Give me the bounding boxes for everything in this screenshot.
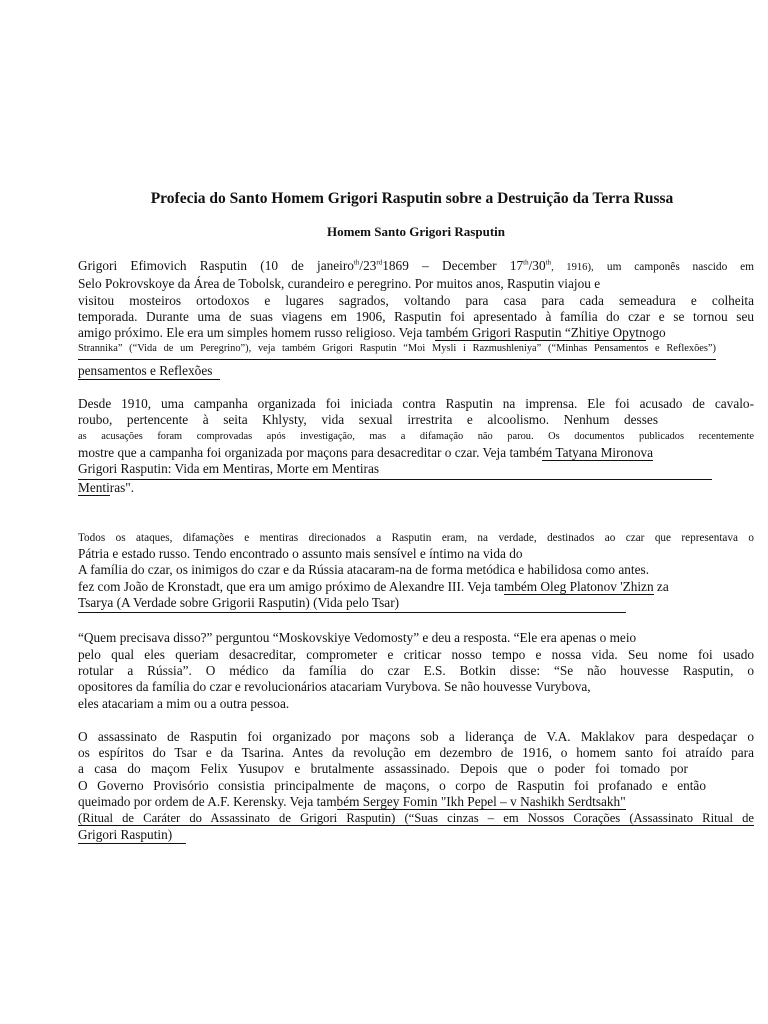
paragraph-line: os espíritos do Tsar e da Tsarina. Antes da revolução em dezembro de 1916, o homem santo foi atraído para xyxy=(78,745,754,761)
document-page xyxy=(78,190,754,860)
paragraph-line xyxy=(78,461,754,479)
paragraph-line: pelo qual eles queriam desacreditar, comprometer e criticar nosso tempo e nossa vida. Seu nome foi usado xyxy=(78,646,754,662)
reference-link[interactable]: mbém Oleg Platonov 'Zhizn xyxy=(503,578,654,594)
text-span: mostre que a campanha foi organizada por maçons para desacreditar o czar. Veja també xyxy=(78,444,542,460)
paragraph-line xyxy=(78,579,754,595)
paragraph-line: opositores da família do czar e revolucionários atacariam Vurybova. Se não houvesse Vurybova, xyxy=(78,679,591,695)
superscript: th xyxy=(523,258,529,267)
paragraph-line xyxy=(78,341,754,359)
text-span: , 1916), xyxy=(551,262,594,273)
paragraph-line xyxy=(78,325,754,341)
paragraph-line: as acusações foram comprovadas após investigação, mas a difamação não parou. Os documentos publicados recentemente xyxy=(78,430,754,442)
paragraph-4 xyxy=(78,630,754,711)
paragraph-line: Desde 1910, uma campanha organizada foi iniciada contra Rasputin na imprensa. Ele foi acusado de cavalo- xyxy=(78,396,754,412)
superscript: rd xyxy=(376,258,383,267)
paragraph-line: “Quem precisava disso?” perguntou “Moskovskiye Vedomosty” e deu a resposta. “Ele era apenas o meio xyxy=(78,630,637,646)
reference-link[interactable]: Strannika” (“Vida de um Peregrino”), veja também Grigori Rasputin “Moi Mysli i Razmushleniya” (“Minhas Pensamentos e Reflexões”) xyxy=(78,341,716,359)
reference-link[interactable]: m Tatyana Mironova xyxy=(541,444,654,460)
paragraph-line: A família do czar, os inimigos do czar e da Rússia atacaram-na de forma metódica e habilidosa como antes. xyxy=(78,562,650,578)
paragraph-line: Pátria e estado russo. Tendo encontrado o assunto mais sensível e íntimo na vida do xyxy=(78,546,523,562)
text-span: fez com João de Kronstadt, que era um amigo próximo de Alexandre III. Veja ta xyxy=(78,578,504,594)
reference-link[interactable]: bém Sergey Fomin "Ikh Pepel – v Nashikh Serdtsakh" xyxy=(336,794,626,810)
paragraph-line: a casa do maçom Felix Yusupov e brutalmente assassinado. Depois que o poder foi tomado por xyxy=(78,761,688,777)
paragraph-line: temporada. Durante uma de suas viagens em 1906, Rasputin foi apresentado à família do czar e se tornou seu xyxy=(78,308,754,324)
reference-link[interactable]: Grigori Rasputin) xyxy=(78,827,186,844)
paragraph-line: visitou mosteiros ortodoxos e lugares sagrados, voltando para casa para cada semeadura e colheita xyxy=(78,292,754,308)
document-title: Profecia do Santo Homem Grigori Rasputin sobre a Destruição da Terra Russa xyxy=(150,190,674,207)
paragraph-line: O Governo Provisório consistia principalmente de maçons, o corpo de Rasputin foi profanado e então xyxy=(78,777,706,793)
reference-link[interactable]: (Ritual de Caráter do Assassinato de Grigori Rasputin) (“Suas cinzas – em Nossos Corações (Assassinato Ritual de xyxy=(78,811,754,826)
paragraph-line xyxy=(78,794,754,810)
text-span: Grigori Efimovich Rasputin (10 de janeiro xyxy=(78,258,354,273)
paragraph-line: rotular a Rússia”. O médico da família do czar E.S. Botkin disse: “Se não houvesse Rasputin, o xyxy=(78,662,754,678)
text-span: /30 xyxy=(528,258,546,273)
paragraph-1 xyxy=(78,258,754,379)
text-span: queimado por ordem de A.F. Kerensky. Veja tam xyxy=(78,794,337,810)
superscript: th xyxy=(545,258,552,267)
reference-link[interactable]: Menti xyxy=(78,479,110,495)
document-subtitle: Homem Santo Grigori Rasputin xyxy=(326,224,506,239)
paragraph-line: Selo Pokrovskoye da Área de Tobolsk, curandeiro e peregrino. Por muitos anos, Rasputin viajou e xyxy=(78,276,601,292)
paragraph-line xyxy=(78,258,754,276)
reference-link[interactable]: Grigori Rasputin: Vida em Mentiras, Morte em Mentiras xyxy=(78,461,712,479)
superscript: th xyxy=(353,258,360,267)
paragraph-line: roubo, pertencente à seita Khlysty, vida sexual irrestrita e alcoolismo. Nenhum desses xyxy=(78,412,658,428)
reference-link[interactable]: pensamentos e Reflexões xyxy=(78,363,220,380)
text-span: za xyxy=(653,578,669,594)
reference-link[interactable]: Tsarya (A Verdade sobre Grigorii Rasputin) (Vida pelo Tsar) xyxy=(78,595,626,613)
text-span: amigo próximo. Ele era um simples homem russo religioso. Veja ta xyxy=(78,325,436,341)
paragraph-line xyxy=(78,445,754,461)
paragraph-line: eles atacariam a mim ou a outra pessoa. xyxy=(78,695,290,711)
text-span: 1869 – December 17 xyxy=(382,258,524,273)
text-span: /23 xyxy=(359,258,377,273)
reference-link[interactable]: mbém Grigori Rasputin “Zhitiye Opytn xyxy=(435,325,646,341)
paragraph-line xyxy=(78,363,754,379)
paragraph-line: Todos os ataques, difamações e mentiras direcionados a Rasputin eram, na verdade, destinados ao czar que representava o xyxy=(78,531,754,544)
paragraph-3 xyxy=(78,530,754,613)
paragraph-line xyxy=(78,810,754,826)
text-span: ogo xyxy=(645,325,666,341)
paragraph-line xyxy=(78,827,754,843)
paragraph-line xyxy=(78,595,754,613)
paragraph-line: O assassinato de Rasputin foi organizado por maçons sob a liderança de V.A. Maklakov para despedaçar o xyxy=(78,728,754,744)
text-span: ras". xyxy=(109,479,135,495)
paragraph-2 xyxy=(78,396,754,496)
paragraph-line xyxy=(78,480,754,496)
paragraph-5 xyxy=(78,729,754,843)
text-span: um camponês nascido em xyxy=(606,261,754,273)
